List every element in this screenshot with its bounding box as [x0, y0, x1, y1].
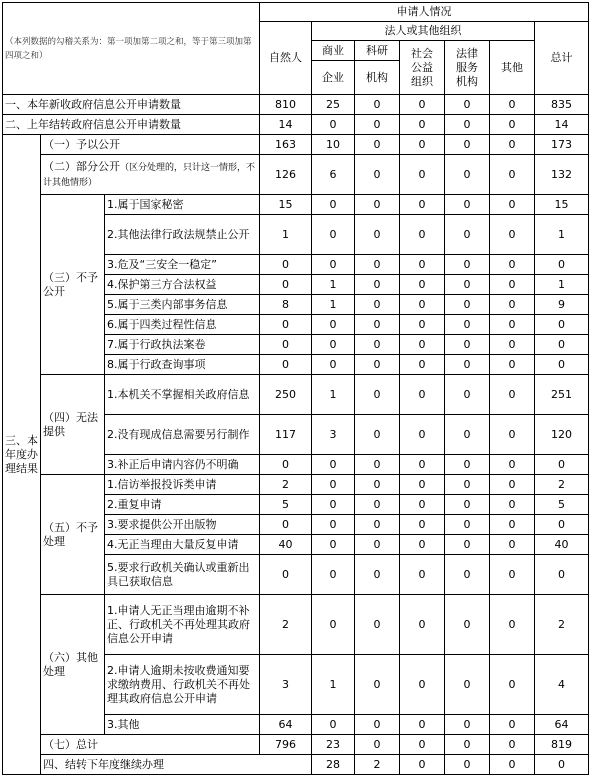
cell: 8: [260, 295, 312, 315]
cell: 15: [260, 195, 312, 215]
table-row: [3, 375, 589, 415]
cell: 0: [445, 595, 490, 655]
cell: 0: [355, 135, 400, 155]
cell: 14: [260, 115, 312, 135]
cell: 0: [400, 115, 445, 135]
cell: 0: [312, 455, 355, 475]
cell: 0: [355, 275, 400, 295]
cell: 0: [445, 375, 490, 415]
table-row: [3, 195, 589, 215]
cell: 0: [400, 195, 445, 215]
item-label: 3.其他: [105, 715, 260, 735]
header-legal: 法人或其他组织: [312, 22, 535, 41]
cell: 40: [260, 535, 312, 555]
row-partially-disclosed: [3, 155, 589, 195]
cell: 0: [445, 215, 490, 255]
cell: 0: [400, 335, 445, 355]
row-carried-over: [3, 115, 589, 135]
cell: 0: [312, 335, 355, 355]
header-total: 总计: [535, 22, 589, 95]
cell: 117: [260, 415, 312, 455]
cell: 0: [400, 275, 445, 295]
table-row: [3, 475, 589, 495]
cell: 0: [490, 515, 535, 535]
row-label-note: （区分处理的，只计这一情形，不计其他情形）: [43, 162, 256, 188]
cell: 0: [490, 555, 535, 595]
cell: 120: [535, 415, 589, 455]
cell: 0: [490, 495, 535, 515]
cell: 0: [400, 415, 445, 455]
group-unable-label: （四）无法提供: [41, 375, 105, 475]
header-social: [400, 41, 445, 95]
cell: 0: [355, 215, 400, 255]
cell: 0: [400, 755, 445, 775]
item-label: 8.属于行政查询事项: [105, 355, 260, 375]
header-other: 其他: [490, 41, 535, 95]
cell: 2: [260, 595, 312, 655]
cell: 0: [400, 315, 445, 335]
row-label: （七）总计: [41, 735, 260, 755]
cell: 0: [260, 455, 312, 475]
statistics-table: [2, 2, 589, 775]
cell: 5: [535, 495, 589, 515]
item-label: 2.重复申请: [105, 495, 260, 515]
cell: 0: [490, 755, 535, 775]
cell: 0: [445, 135, 490, 155]
cell: 0: [445, 515, 490, 535]
cell: 15: [535, 195, 589, 215]
cell: 0: [312, 715, 355, 735]
cell: 0: [445, 735, 490, 755]
cell: 0: [312, 555, 355, 595]
cell: 0: [535, 315, 589, 335]
cell: 173: [535, 135, 589, 155]
cell: 1: [260, 215, 312, 255]
cell: 0: [490, 335, 535, 355]
cell: 0: [355, 475, 400, 495]
cell: 0: [400, 555, 445, 595]
item-label: 7.属于行政执法案卷: [105, 335, 260, 355]
cell: 0: [400, 475, 445, 495]
cell: 0: [355, 315, 400, 335]
cell: 0: [535, 455, 589, 475]
cell: 0: [445, 255, 490, 275]
cell: 6: [312, 155, 355, 195]
table-row: [3, 595, 589, 655]
cell: 0: [355, 555, 400, 595]
cell: 126: [260, 155, 312, 195]
cell: 0: [260, 315, 312, 335]
cell: 0: [445, 495, 490, 515]
cell: 40: [535, 535, 589, 555]
cell: 132: [535, 155, 589, 195]
cell: 0: [400, 95, 445, 115]
cell: 2: [535, 475, 589, 495]
cell: 0: [490, 735, 535, 755]
cell: 0: [445, 275, 490, 295]
cell: 0: [490, 375, 535, 415]
cell: 10: [312, 135, 355, 155]
cell: 0: [445, 555, 490, 595]
header-law: [445, 41, 490, 95]
item-label: 2.其他法律行政法规禁止公开: [105, 215, 260, 255]
cell: 0: [445, 155, 490, 195]
row-label: 四、结转下年度继续办理: [41, 755, 312, 775]
cell: 0: [445, 315, 490, 335]
header-biz-a: 商业: [312, 41, 355, 61]
cell: 0: [490, 255, 535, 275]
cell: 0: [260, 555, 312, 595]
section-results-label: 三、本年度办理结果: [3, 135, 41, 775]
cell: 1: [312, 655, 355, 715]
cell: 0: [312, 495, 355, 515]
item-label: 2.申请人逾期未按收费通知要求缴纳费用、行政机关不再处理其政府信息公开申请: [105, 655, 260, 715]
cell: 1: [312, 295, 355, 315]
cell: 0: [312, 215, 355, 255]
item-label: 2.没有现成信息需要另行制作: [105, 415, 260, 455]
row-new-applications: [3, 95, 589, 115]
cell: 0: [312, 355, 355, 375]
cell: 0: [490, 295, 535, 315]
header-sci-b: 机构: [355, 61, 400, 95]
header-soc-b: 公益: [411, 60, 434, 74]
cell: 0: [400, 595, 445, 655]
cell: 0: [400, 655, 445, 715]
item-label: 3.危及“三安全一稳定”: [105, 255, 260, 275]
cell: 0: [400, 495, 445, 515]
cell: 0: [400, 255, 445, 275]
cell: 0: [490, 275, 535, 295]
cell: 0: [490, 135, 535, 155]
cell: 2: [355, 755, 400, 775]
cell: 0: [400, 355, 445, 375]
cell: 0: [312, 595, 355, 655]
cell: 0: [490, 315, 535, 335]
header-biz-b: 企业: [312, 61, 355, 95]
cell: 0: [490, 595, 535, 655]
cell: 0: [355, 515, 400, 535]
cell: 0: [490, 715, 535, 735]
cell: 0: [490, 475, 535, 495]
cell: 0: [355, 375, 400, 415]
cell: 0: [312, 535, 355, 555]
cell: 0: [445, 755, 490, 775]
item-label: 3.要求提供公开出版物: [105, 515, 260, 535]
cell: 796: [260, 735, 312, 755]
cell: 0: [535, 335, 589, 355]
cell: 0: [260, 515, 312, 535]
header-law-b: 服务: [456, 60, 479, 74]
header-note: （本列数据的勾稽关系为：第一项加第二项之和，等于第三项加第四项之和）: [3, 3, 260, 95]
cell: 0: [490, 115, 535, 135]
cell: 9: [535, 295, 589, 315]
cell: 0: [490, 455, 535, 475]
row-label: （一）予以公开: [41, 135, 260, 155]
item-label: 1.申请人无正当理由逾期不补正、行政机关不再处理其政府信息公开申请: [105, 595, 260, 655]
cell: 0: [400, 515, 445, 535]
cell: 0: [445, 535, 490, 555]
cell: 0: [490, 95, 535, 115]
cell: 0: [400, 375, 445, 415]
header-sci-a: 科研: [355, 41, 400, 61]
group-not-processed-label: （五）不予处理: [41, 475, 105, 595]
cell: 0: [312, 475, 355, 495]
cell: 819: [535, 735, 589, 755]
cell: 2: [260, 475, 312, 495]
cell: 0: [355, 115, 400, 135]
cell: 0: [490, 535, 535, 555]
cell: 0: [535, 555, 589, 595]
cell: 0: [355, 495, 400, 515]
cell: 25: [312, 95, 355, 115]
cell: 0: [490, 655, 535, 715]
cell: 28: [312, 755, 355, 775]
cell: 0: [355, 415, 400, 455]
cell: 0: [400, 535, 445, 555]
cell: 0: [400, 455, 445, 475]
cell: 0: [490, 195, 535, 215]
cell: 0: [260, 335, 312, 355]
cell: 0: [445, 335, 490, 355]
cell: 0: [260, 255, 312, 275]
cell: 0: [312, 315, 355, 335]
cell: 0: [445, 455, 490, 475]
cell: 0: [445, 655, 490, 715]
cell: 1: [312, 375, 355, 415]
cell: 0: [312, 515, 355, 535]
item-label: 4.无正当理由大量反复申请: [105, 535, 260, 555]
row-label: 一、本年新收政府信息公开申请数量: [3, 95, 260, 115]
group-not-disclosed-label: （三）不予公开: [41, 195, 105, 375]
cell: 0: [355, 655, 400, 715]
cell: 0: [260, 355, 312, 375]
cell: 0: [445, 195, 490, 215]
cell: 64: [260, 715, 312, 735]
item-label: 5.属于三类内部事务信息: [105, 295, 260, 315]
cell: 0: [355, 335, 400, 355]
cell: 0: [355, 355, 400, 375]
cell: 0: [490, 415, 535, 455]
cell: 0: [445, 355, 490, 375]
cell: 0: [490, 155, 535, 195]
cell: 810: [260, 95, 312, 115]
cell: 0: [312, 115, 355, 135]
header-soc-a: 社会: [411, 46, 434, 60]
cell: 1: [312, 275, 355, 295]
cell: 0: [445, 475, 490, 495]
cell: 0: [312, 255, 355, 275]
item-label: 4.保护第三方合法权益: [105, 275, 260, 295]
cell: 250: [260, 375, 312, 415]
cell: 3: [312, 415, 355, 455]
header-law-a: 法律: [456, 46, 479, 60]
row-results-total: [3, 735, 589, 755]
cell: 0: [355, 535, 400, 555]
cell: 0: [355, 155, 400, 195]
cell: 0: [490, 215, 535, 255]
cell: 0: [535, 515, 589, 535]
cell: 0: [535, 755, 589, 775]
cell: 0: [355, 595, 400, 655]
cell: 0: [400, 135, 445, 155]
cell: 251: [535, 375, 589, 415]
cell: 0: [535, 355, 589, 375]
row-label-main: （二）部分公开: [43, 159, 120, 173]
cell: 0: [312, 195, 355, 215]
group-other-label: （六）其他处理: [41, 595, 105, 735]
item-label: 6.属于四类过程性信息: [105, 315, 260, 335]
cell: 1: [535, 275, 589, 295]
cell: 0: [445, 715, 490, 735]
cell: 0: [400, 295, 445, 315]
cell: 0: [445, 115, 490, 135]
cell: 0: [445, 295, 490, 315]
cell: 0: [355, 455, 400, 475]
cell: 5: [260, 495, 312, 515]
cell: 14: [535, 115, 589, 135]
cell: 0: [355, 255, 400, 275]
item-label: 3.补正后申请内容仍不明确: [105, 455, 260, 475]
cell: 0: [355, 295, 400, 315]
cell: 2: [535, 595, 589, 655]
cell: 0: [535, 255, 589, 275]
cell: 0: [445, 415, 490, 455]
cell: 163: [260, 135, 312, 155]
cell: 0: [260, 275, 312, 295]
cell: 4: [535, 655, 589, 715]
cell: 0: [355, 735, 400, 755]
cell: 0: [400, 735, 445, 755]
row-disclosed: [3, 135, 589, 155]
item-label: 1.信访举报投诉类申请: [105, 475, 260, 495]
table-body: [3, 3, 589, 775]
row-label: [41, 155, 260, 195]
cell: 64: [535, 715, 589, 735]
cell: 1: [535, 215, 589, 255]
cell: 0: [490, 355, 535, 375]
cell: 0: [400, 155, 445, 195]
cell: 23: [312, 735, 355, 755]
cell: 0: [355, 715, 400, 735]
header-law-c: 机构: [456, 74, 479, 88]
header-natural: 自然人: [260, 22, 312, 95]
cell: 0: [400, 715, 445, 735]
header-soc-c: 组织: [411, 74, 434, 88]
cell: 3: [260, 655, 312, 715]
cell: 0: [355, 195, 400, 215]
cell: 835: [535, 95, 589, 115]
item-label: 1.属于国家秘密: [105, 195, 260, 215]
header-applicant: 申请人情况: [260, 3, 589, 22]
cell: 0: [400, 215, 445, 255]
cell: 0: [445, 95, 490, 115]
item-label: 5.要求行政机关确认或重新出具已获取信息: [105, 555, 260, 595]
row-label: 二、上年结转政府信息公开申请数量: [3, 115, 260, 135]
cell: 0: [355, 95, 400, 115]
item-label: 1.本机关不掌握相关政府信息: [105, 375, 260, 415]
